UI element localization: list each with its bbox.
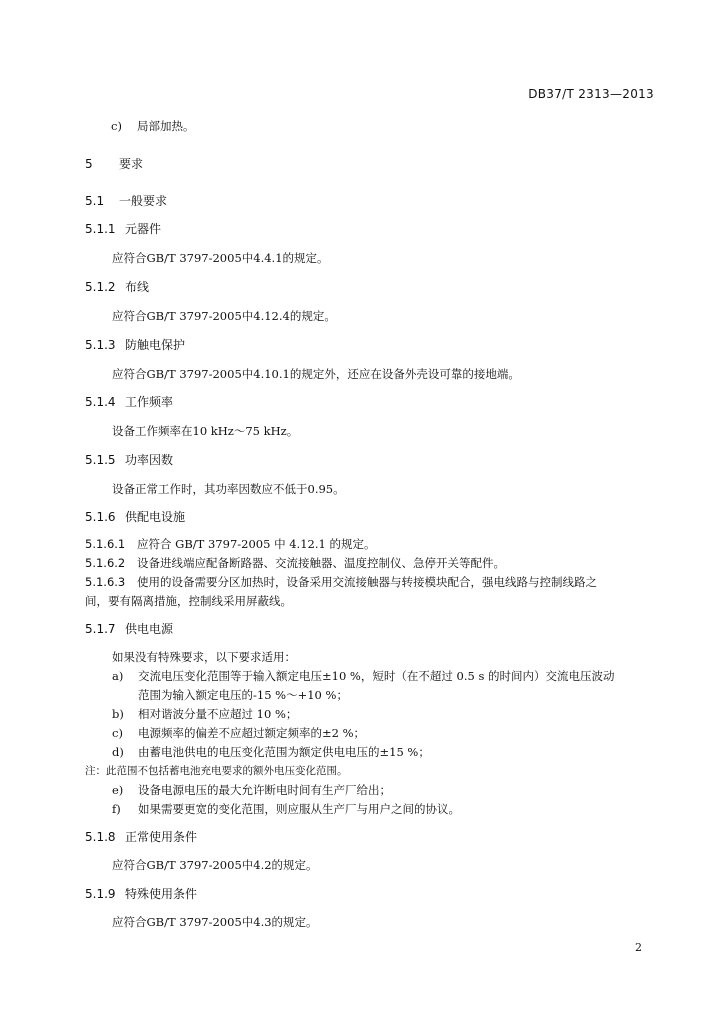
section-number: 5.1.2 [85,280,116,294]
section-number: 5.1.4 [85,395,116,409]
list-item-c [112,725,365,741]
list-text: 电源频率的偏差不应超过额定频率的±2 %； [138,726,366,740]
section-5-1-1-heading [85,221,161,237]
section-5-1-5-heading [85,452,173,468]
list-label: f) [112,802,121,816]
section-title: 特殊使用条件 [125,887,198,901]
clause-text: 应符合 GB/T 3797-2005 中 4.12.1 的规定。 [137,537,376,551]
section-number: 5.1.6 [85,510,116,524]
list-item-c [111,118,195,134]
section-5-1-3-body: 应符合GB/T 3797-2005中4.10.1的规定外，还应在设备外壳设可靠的接地端。 [112,367,520,381]
section-number: 5.1.1 [85,222,116,236]
section-title: 功率因数 [125,453,174,467]
section-title: 一般要求 [119,194,168,208]
section-5-1-heading [85,193,167,209]
section-number: 5.1 [85,194,105,208]
section-title: 供电电源 [125,622,174,636]
list-label: e) [112,783,124,797]
section-number: 5.1.7 [85,622,116,636]
list-item-f [112,801,460,817]
clause-text: 使用的设备需要分区加热时，设备采用交流接触器与转接模块配合，强电线路与控制线路之 [137,575,597,589]
list-text: 相对谐波分量不应超过 10 %； [138,707,298,721]
section-5-1-2-heading [85,279,149,295]
section-title: 元器件 [125,222,162,236]
list-text: 局部加热。 [137,119,195,133]
clause-number: 5.1.6.3 [85,575,126,589]
list-label: a) [112,669,124,683]
clause-number: 5.1.6.2 [85,556,126,570]
section-title: 布线 [125,280,150,294]
clause-5-1-6-3-continuation: 间，要有隔离措施，控制线采用屏蔽线。 [85,594,292,608]
section-number: 5.1.5 [85,453,116,467]
section-5-1-8-body: 应符合GB/T 3797-2005中4.2的规定。 [112,858,318,872]
list-label: b) [112,707,124,721]
section-title: 防触电保护 [125,338,186,352]
section-title: 要求 [119,157,144,171]
section-number: 5 [85,157,93,171]
list-text: 由蓄电池供电的电压变化范围为额定供电电压的±15 %； [138,745,430,759]
list-item-d [112,744,430,760]
section-5-1-3-heading [85,337,185,353]
clause-5-1-6-2 [85,555,505,571]
section-5-1-6-heading [85,509,185,525]
section-5-1-8-heading [85,829,197,845]
section-5-1-5-body: 设备正常工作时，其功率因数应不低于0.95。 [112,482,345,496]
section-title: 工作频率 [125,395,174,409]
clause-text: 设备进线端应配备断路器、交流接触器、温度控制仪、急停开关等配件。 [137,556,505,570]
clause-5-1-6-3 [85,574,597,590]
document-code-header: DB37/T 2313—2013 [528,87,654,101]
clause-number: 5.1.6.1 [85,537,126,551]
list-text: 交流电压变化范围等于输入额定电压±10 %，短时（在不超过 0.5 s 的时间内）交流电压波动 [138,669,615,683]
clause-5-1-6-1 [85,536,375,552]
section-5-1-4-heading [85,394,173,410]
section-5-1-7-heading [85,621,173,637]
section-number: 5.1.8 [85,830,116,844]
list-item-b [112,706,297,722]
list-label: c) [112,726,123,740]
section-title: 正常使用条件 [125,830,198,844]
section-number: 5.1.3 [85,338,116,352]
section-5-1-2-body: 应符合GB/T 3797-2005中4.12.4的规定。 [112,309,336,323]
section-5-1-9-heading [85,886,197,902]
section-number: 5.1.9 [85,887,116,901]
section-5-heading [85,156,143,172]
list-label: d) [112,745,124,759]
note-text: 注：此范围不包括蓄电池充电要求的额外电压变化范围。 [85,765,348,777]
list-item-a [112,668,615,684]
section-5-1-4-body: 设备工作频率在10 kHz～75 kHz。 [112,424,299,438]
list-item-e [112,782,391,798]
page-number: 2 [635,941,642,954]
section-5-1-1-body: 应符合GB/T 3797-2005中4.4.1的规定。 [112,251,329,265]
section-title: 供配电设施 [125,510,186,524]
list-text: 设备电源电压的最大允许断电时间有生产厂给出； [138,783,391,797]
list-text: 如果需要更宽的变化范围，则应服从生产厂与用户之间的协议。 [138,802,460,816]
list-label: c) [111,119,122,133]
list-item-a-continuation: 范围为输入额定电压的-15 %～+10 %； [138,688,348,702]
section-5-1-9-body: 应符合GB/T 3797-2005中4.3的规定。 [112,915,318,929]
section-5-1-7-intro: 如果没有特殊要求，以下要求适用： [112,650,296,664]
